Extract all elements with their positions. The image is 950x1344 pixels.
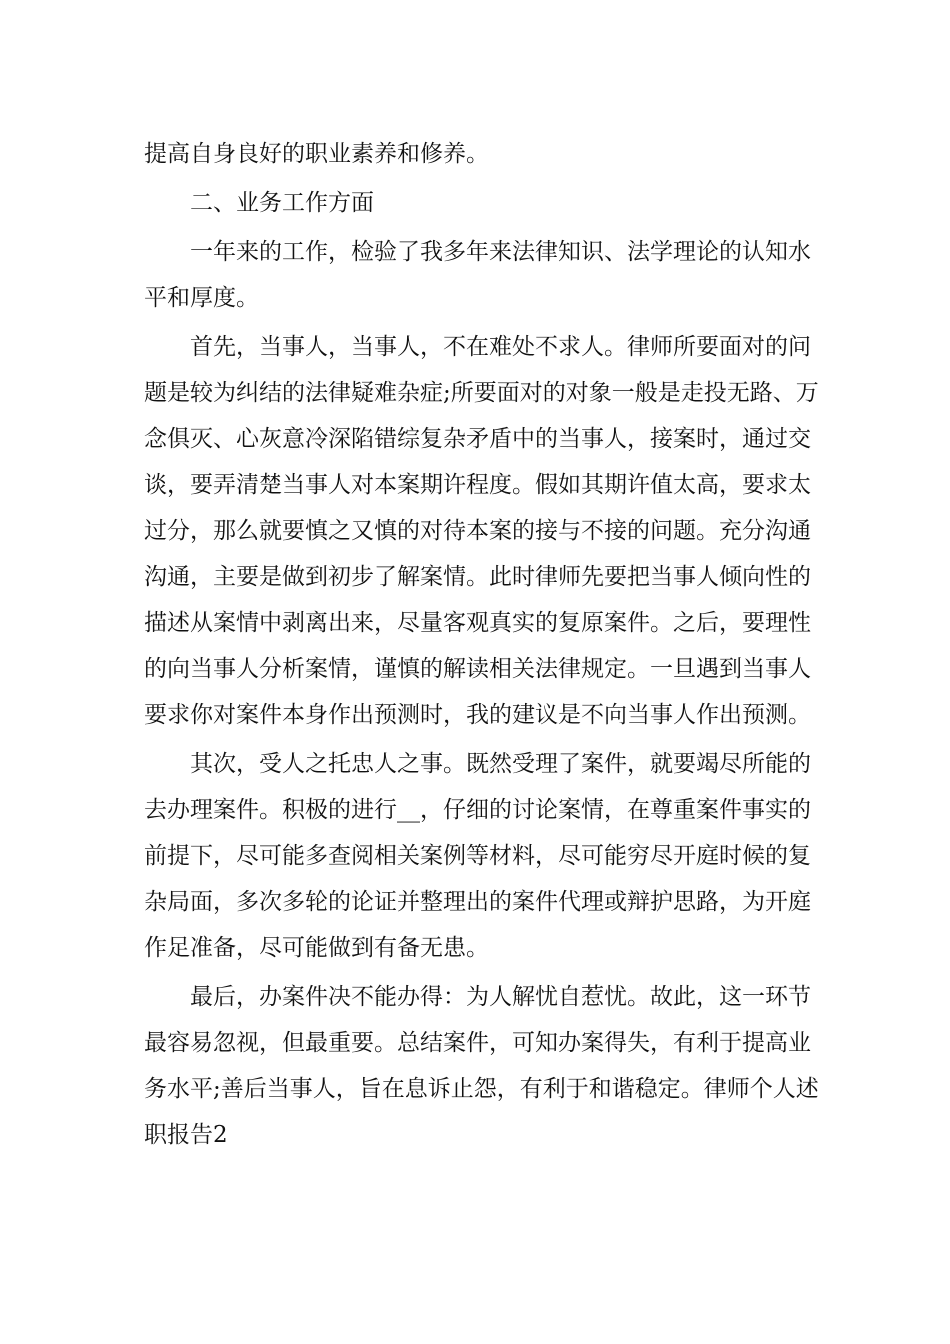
paragraph-line: 一年来的工作，检验了我多年来法律知识、法学理论的认知水 (190, 239, 811, 265)
paragraph-line: 要求你对案件本身作出预测时，我的建议是不向当事人作出预测。 (144, 702, 811, 728)
paragraph-line: 沟通，主要是做到初步了解案情。此时律师先要把当事人倾向性的 (144, 564, 811, 590)
paragraph-line: 杂局面，多次多轮的论证并整理出的案件代理或辩护思路，为开庭 (144, 889, 811, 915)
paragraph-line: 提高自身良好的职业素养和修养。 (144, 141, 489, 167)
paragraph-line: 首先，当事人，当事人，不在难处不求人。律师所要面对的问 (190, 334, 811, 360)
paragraph-line: 念俱灭、心灰意冷深陷错综复杂矛盾中的当事人，接案时，通过交 (144, 426, 811, 452)
paragraph-line: 最容易忽视，但最重要。总结案件，可知办案得失，有利于提高业 (144, 1030, 811, 1056)
paragraph-line: 其次，受人之托忠人之事。既然受理了案件，就要竭尽所能的 (190, 751, 811, 777)
paragraph-line: 过分，那么就要慎之又慎的对待本案的接与不接的问题。充分沟通 (144, 518, 811, 544)
paragraph-line: 职报告2 (144, 1122, 228, 1148)
paragraph-line: 作足准备，尽可能做到有备无患。 (144, 935, 489, 961)
paragraph-line: 最后，办案件决不能办得：为人解忧自惹忧。故此，这一环节 (190, 984, 811, 1010)
paragraph-line: 描述从案情中剥离出来，尽量客观真实的复原案件。之后，要理性 (144, 610, 811, 636)
paragraph-line: 务水平;善后当事人，旨在息诉止怨，有利于和谐稳定。律师个人述 (144, 1076, 819, 1102)
paragraph-line: 的向当事人分析案情，谨慎的解读相关法律规定。一旦遇到当事人 (144, 656, 811, 682)
paragraph-line: 题是较为纠结的法律疑难杂症;所要面对的对象一般是走投无路、万 (144, 380, 819, 406)
paragraph-line: 谈，要弄清楚当事人对本案期许程度。假如其期许值太高，要求太 (144, 472, 811, 498)
paragraph-line: 去办理案件。积极的进行__，仔细的讨论案情，在尊重案件事实的 (144, 797, 811, 823)
paragraph-line: 平和厚度。 (144, 285, 259, 311)
document-body (144, 131, 819, 1158)
section-heading: 二、业务工作方面 (190, 190, 374, 216)
paragraph-line: 前提下，尽可能多查阅相关案例等材料，尽可能穷尽开庭时候的复 (144, 843, 811, 869)
